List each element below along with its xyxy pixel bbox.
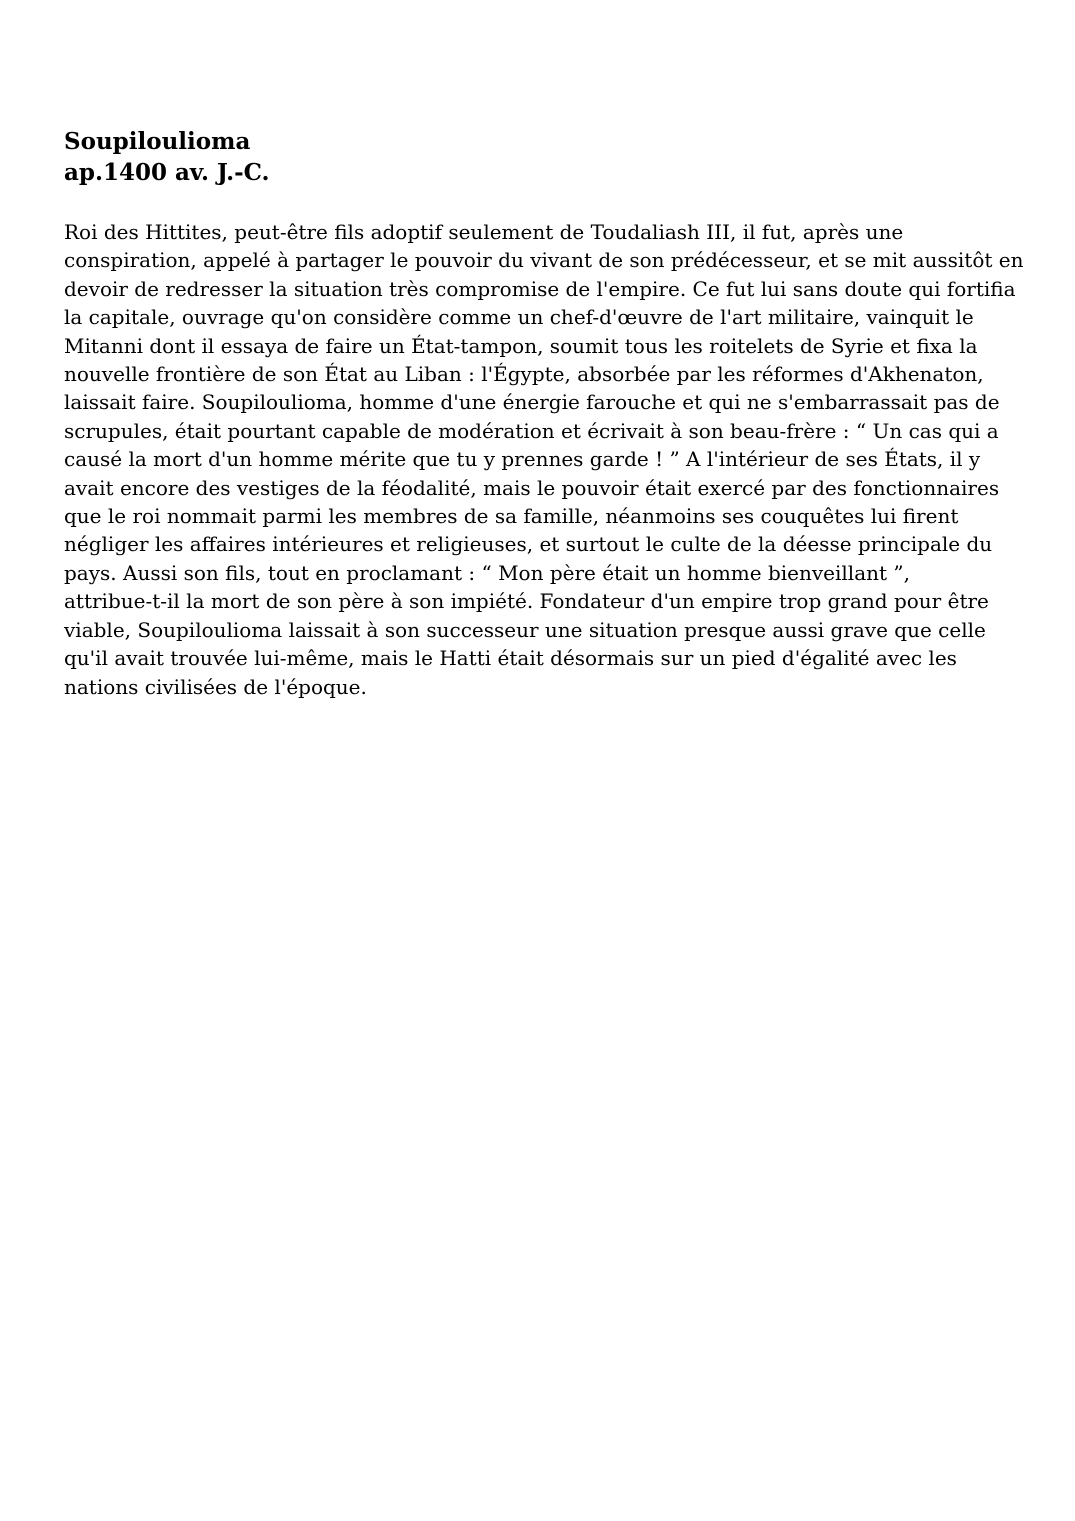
paragraph-line: causé la mort d'un homme mérite que tu y prennes garde ! ” A l'intérieur de ses États, il y: [64, 447, 981, 472]
document-page: [64, 126, 1024, 701]
paragraph-line: la capitale, ouvrage qu'on considère comme un chef-d'œuvre de l'art militaire, vainquit le: [64, 305, 974, 330]
body-paragraph: [64, 218, 1024, 701]
paragraph-line: nouvelle frontière de son État au Liban : l'Égypte, absorbée par les réformes d'Akhenaton,: [64, 362, 984, 387]
date-subtitle: ap.1400 av. J.-C.: [64, 159, 270, 186]
paragraph-line: conspiration, appelé à partager le pouvoir du vivant de son prédécesseur, et se mit aussitôt en: [64, 248, 1024, 273]
paragraph-line: laissait faire. Soupiloulioma, homme d'une énergie farouche et qui ne s'embarrassait pas de: [64, 390, 1000, 415]
paragraph-line: avait encore des vestiges de la féodalité, mais le pouvoir était exercé par des fonctionnaires: [64, 475, 1000, 500]
paragraph-line: attribue-t-il la mort de son père à son impiété. Fondateur d'un empire trop grand pour être: [64, 589, 989, 614]
paragraph-line: qu'il avait trouvée lui-même, mais le Hatti était désormais sur un pied d'égalité avec les: [64, 646, 957, 671]
paragraph-line: scrupules, était pourtant capable de modération et écrivait à son beau-frère : “ Un cas qui a: [64, 418, 999, 443]
paragraph-line: pays. Aussi son fils, tout en proclamant : “ Mon père était un homme bienveillant ”,: [64, 560, 910, 585]
document-heading: [64, 126, 1024, 188]
page-title: Soupiloulioma: [64, 128, 251, 155]
paragraph-line: que le roi nommait parmi les membres de sa famille, néanmoins ses couquêtes lui firent: [64, 504, 959, 529]
paragraph-line: nations civilisées de l'époque.: [64, 674, 367, 699]
paragraph-line: négliger les affaires intérieures et religieuses, et surtout le culte de la déesse principale du: [64, 532, 993, 557]
paragraph-line: Roi des Hittites, peut-être fils adoptif seulement de Toudaliash III, il fut, après une: [64, 220, 904, 244]
paragraph-line: devoir de redresser la situation très compromise de l'empire. Ce fut lui sans doute qui fortifia: [64, 276, 1016, 301]
paragraph-line: viable, Soupiloulioma laissait à son successeur une situation presque aussi grave que celle: [64, 617, 986, 642]
paragraph-line: Mitanni dont il essaya de faire un État-tampon, soumit tous les roitelets de Syrie et fixa la: [64, 333, 978, 358]
